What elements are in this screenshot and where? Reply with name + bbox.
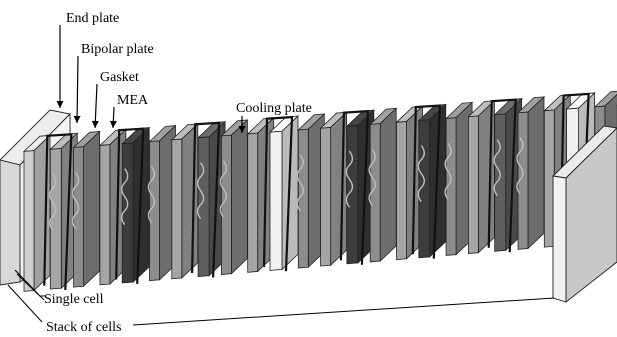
bipolar-plate-arrow [77,56,78,123]
label-cooling-plate: Cooling plate [236,101,312,116]
plate-bipolar-8 [221,135,231,274]
mea-arrow-head [110,121,117,128]
label-single-cell: Single cell [44,292,104,307]
plate-bipolar-11 [298,129,308,268]
plate-bipolar-0 [24,151,34,292]
plate-bipolar-2 [74,147,84,287]
label-gasket: Gasket [100,70,139,85]
plate-bipolar-5 [150,141,160,281]
plate-bipolar-8-side [231,120,247,274]
end-plate-arrow-head [57,101,64,108]
right-end-plate-front [553,176,566,302]
label-mea: MEA [117,93,149,108]
plate-bipolar-18 [468,116,478,254]
stack-leader-right [133,298,554,325]
label-stack-of-cells: Stack of cells [46,320,122,335]
label-end-plate: End plate [66,11,120,26]
plate-cooling-10 [270,131,282,270]
plate-bipolar-14-side [380,108,396,261]
label-bipolar-plate: Bipolar plate [81,42,154,57]
plate-bipolar-15 [397,122,407,260]
left-end-plate-front [0,160,20,285]
plate-bipolar-12 [321,127,331,266]
plate-bipolar-3 [100,145,110,285]
plate-bipolar-9 [248,133,258,272]
gasket-arrow-head [92,121,99,128]
plate-bipolar-2-side [84,132,100,287]
plate-bipolar-6 [172,139,182,279]
plate-bipolar-20-side [528,97,544,249]
plate-mea-1 [50,148,61,289]
bipolar-plate-arrow-head [74,116,81,123]
plate-mea-4 [122,143,133,283]
